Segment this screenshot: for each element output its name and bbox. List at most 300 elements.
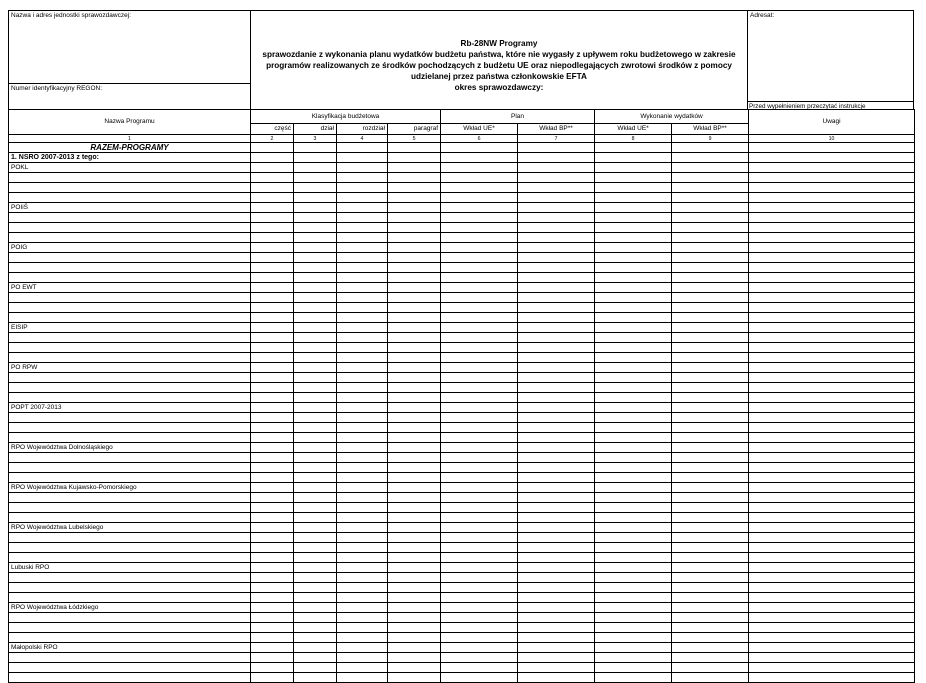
- input-cell[interactable]: [337, 603, 388, 613]
- input-cell[interactable]: [749, 483, 915, 493]
- input-cell[interactable]: [672, 473, 749, 483]
- input-cell[interactable]: [251, 173, 294, 183]
- input-cell[interactable]: [251, 613, 294, 623]
- input-cell[interactable]: [672, 603, 749, 613]
- input-cell[interactable]: [441, 253, 518, 263]
- input-cell[interactable]: [251, 573, 294, 583]
- input-cell[interactable]: [595, 153, 672, 163]
- input-cell[interactable]: [441, 583, 518, 593]
- input-cell[interactable]: [337, 473, 388, 483]
- input-cell[interactable]: [518, 143, 595, 153]
- input-cell[interactable]: [749, 463, 915, 473]
- input-cell[interactable]: [595, 653, 672, 663]
- input-cell[interactable]: [518, 303, 595, 313]
- input-cell[interactable]: [441, 353, 518, 363]
- input-cell[interactable]: [595, 313, 672, 323]
- input-cell[interactable]: [518, 283, 595, 293]
- input-cell[interactable]: [749, 553, 915, 563]
- input-cell[interactable]: [672, 513, 749, 523]
- input-cell[interactable]: [251, 643, 294, 653]
- input-cell[interactable]: [388, 313, 441, 323]
- input-cell[interactable]: [388, 183, 441, 193]
- input-cell[interactable]: [337, 633, 388, 643]
- input-cell[interactable]: [294, 473, 337, 483]
- input-cell[interactable]: [337, 263, 388, 273]
- input-cell[interactable]: [749, 603, 915, 613]
- input-cell[interactable]: [251, 213, 294, 223]
- input-cell[interactable]: [337, 493, 388, 503]
- input-cell[interactable]: [595, 423, 672, 433]
- input-cell[interactable]: [518, 673, 595, 683]
- input-cell[interactable]: [337, 153, 388, 163]
- input-cell[interactable]: [337, 173, 388, 183]
- input-cell[interactable]: [294, 613, 337, 623]
- input-cell[interactable]: [672, 323, 749, 333]
- input-cell[interactable]: [388, 233, 441, 243]
- input-cell[interactable]: [749, 513, 915, 523]
- input-cell[interactable]: [294, 383, 337, 393]
- input-cell[interactable]: [441, 643, 518, 653]
- input-cell[interactable]: [749, 413, 915, 423]
- input-cell[interactable]: [518, 263, 595, 273]
- input-cell[interactable]: [441, 653, 518, 663]
- input-cell[interactable]: [441, 523, 518, 533]
- input-cell[interactable]: [441, 263, 518, 273]
- input-cell[interactable]: [294, 363, 337, 373]
- input-cell[interactable]: [294, 373, 337, 383]
- input-cell[interactable]: [337, 543, 388, 553]
- input-cell[interactable]: [672, 163, 749, 173]
- input-cell[interactable]: [672, 673, 749, 683]
- input-cell[interactable]: [441, 373, 518, 383]
- input-cell[interactable]: [518, 173, 595, 183]
- input-cell[interactable]: [388, 633, 441, 643]
- input-cell[interactable]: [672, 223, 749, 233]
- input-cell[interactable]: [518, 223, 595, 233]
- input-cell[interactable]: [518, 343, 595, 353]
- input-cell[interactable]: [251, 163, 294, 173]
- input-cell[interactable]: [388, 653, 441, 663]
- input-cell[interactable]: [251, 593, 294, 603]
- input-cell[interactable]: [337, 443, 388, 453]
- input-cell[interactable]: [388, 323, 441, 333]
- input-cell[interactable]: [518, 383, 595, 393]
- input-cell[interactable]: [294, 553, 337, 563]
- input-cell[interactable]: [251, 363, 294, 373]
- input-cell[interactable]: [595, 453, 672, 463]
- input-cell[interactable]: [441, 243, 518, 253]
- input-cell[interactable]: [294, 333, 337, 343]
- input-cell[interactable]: [595, 143, 672, 153]
- input-cell[interactable]: [749, 623, 915, 633]
- input-cell[interactable]: [388, 333, 441, 343]
- input-cell[interactable]: [337, 643, 388, 653]
- input-cell[interactable]: [672, 563, 749, 573]
- input-cell[interactable]: [441, 183, 518, 193]
- input-cell[interactable]: [672, 193, 749, 203]
- input-cell[interactable]: [749, 473, 915, 483]
- input-cell[interactable]: [672, 623, 749, 633]
- input-cell[interactable]: [672, 573, 749, 583]
- input-cell[interactable]: [9, 453, 251, 463]
- input-cell[interactable]: [9, 653, 251, 663]
- input-cell[interactable]: [388, 243, 441, 253]
- input-cell[interactable]: [9, 423, 251, 433]
- input-cell[interactable]: [441, 573, 518, 583]
- input-cell[interactable]: [388, 163, 441, 173]
- input-cell[interactable]: [294, 433, 337, 443]
- input-cell[interactable]: [672, 543, 749, 553]
- input-cell[interactable]: [337, 573, 388, 583]
- input-cell[interactable]: [749, 423, 915, 433]
- input-cell[interactable]: [595, 533, 672, 543]
- input-cell[interactable]: [518, 443, 595, 453]
- input-cell[interactable]: [518, 393, 595, 403]
- input-cell[interactable]: [388, 613, 441, 623]
- input-cell[interactable]: [595, 393, 672, 403]
- input-cell[interactable]: [672, 333, 749, 343]
- input-cell[interactable]: [294, 663, 337, 673]
- input-cell[interactable]: [251, 493, 294, 503]
- input-cell[interactable]: [9, 373, 251, 383]
- input-cell[interactable]: [337, 253, 388, 263]
- input-cell[interactable]: [595, 463, 672, 473]
- input-cell[interactable]: [9, 533, 251, 543]
- input-cell[interactable]: [749, 193, 915, 203]
- input-cell[interactable]: [672, 503, 749, 513]
- input-cell[interactable]: [388, 673, 441, 683]
- input-cell[interactable]: [518, 483, 595, 493]
- input-cell[interactable]: [595, 373, 672, 383]
- input-cell[interactable]: [337, 223, 388, 233]
- input-cell[interactable]: [749, 393, 915, 403]
- input-cell[interactable]: [388, 373, 441, 383]
- input-cell[interactable]: [251, 193, 294, 203]
- input-cell[interactable]: [672, 383, 749, 393]
- input-cell[interactable]: [9, 263, 251, 273]
- input-cell[interactable]: [672, 653, 749, 663]
- input-cell[interactable]: [9, 553, 251, 563]
- input-cell[interactable]: [595, 273, 672, 283]
- input-cell[interactable]: [441, 483, 518, 493]
- input-cell[interactable]: [518, 503, 595, 513]
- input-cell[interactable]: [337, 563, 388, 573]
- input-cell[interactable]: [9, 613, 251, 623]
- input-cell[interactable]: [251, 443, 294, 453]
- input-cell[interactable]: [672, 213, 749, 223]
- input-cell[interactable]: [518, 653, 595, 663]
- input-cell[interactable]: [518, 203, 595, 213]
- input-cell[interactable]: [388, 543, 441, 553]
- input-cell[interactable]: [294, 153, 337, 163]
- input-cell[interactable]: [595, 643, 672, 653]
- input-cell[interactable]: [595, 583, 672, 593]
- input-cell[interactable]: [749, 573, 915, 583]
- input-cell[interactable]: [9, 253, 251, 263]
- input-cell[interactable]: [595, 403, 672, 413]
- input-cell[interactable]: [251, 473, 294, 483]
- input-cell[interactable]: [294, 493, 337, 503]
- input-cell[interactable]: [672, 413, 749, 423]
- input-cell[interactable]: [251, 673, 294, 683]
- input-cell[interactable]: [749, 563, 915, 573]
- input-cell[interactable]: [9, 183, 251, 193]
- input-cell[interactable]: [388, 143, 441, 153]
- input-cell[interactable]: [441, 463, 518, 473]
- input-cell[interactable]: [388, 263, 441, 273]
- input-cell[interactable]: [749, 203, 915, 213]
- input-cell[interactable]: [595, 603, 672, 613]
- input-cell[interactable]: [518, 463, 595, 473]
- input-cell[interactable]: [9, 623, 251, 633]
- input-cell[interactable]: [294, 543, 337, 553]
- input-cell[interactable]: [518, 333, 595, 343]
- input-cell[interactable]: [672, 523, 749, 533]
- input-cell[interactable]: [441, 663, 518, 673]
- input-cell[interactable]: [595, 673, 672, 683]
- input-cell[interactable]: [9, 193, 251, 203]
- input-cell[interactable]: [294, 323, 337, 333]
- input-cell[interactable]: [388, 293, 441, 303]
- input-cell[interactable]: [294, 453, 337, 463]
- input-cell[interactable]: [388, 283, 441, 293]
- input-cell[interactable]: [251, 663, 294, 673]
- input-cell[interactable]: [749, 333, 915, 343]
- input-cell[interactable]: [251, 533, 294, 543]
- input-cell[interactable]: [251, 293, 294, 303]
- input-cell[interactable]: [9, 303, 251, 313]
- input-cell[interactable]: [294, 303, 337, 313]
- input-cell[interactable]: [518, 413, 595, 423]
- input-cell[interactable]: [388, 643, 441, 653]
- input-cell[interactable]: [672, 483, 749, 493]
- input-cell[interactable]: [518, 553, 595, 563]
- input-cell[interactable]: [251, 373, 294, 383]
- input-cell[interactable]: [251, 253, 294, 263]
- input-cell[interactable]: [749, 503, 915, 513]
- input-cell[interactable]: [595, 333, 672, 343]
- input-cell[interactable]: [388, 173, 441, 183]
- input-cell[interactable]: [518, 543, 595, 553]
- input-cell[interactable]: [294, 503, 337, 513]
- input-cell[interactable]: [749, 363, 915, 373]
- input-cell[interactable]: [749, 453, 915, 463]
- input-cell[interactable]: [294, 413, 337, 423]
- input-cell[interactable]: [388, 193, 441, 203]
- input-cell[interactable]: [518, 313, 595, 323]
- input-cell[interactable]: [9, 673, 251, 683]
- input-cell[interactable]: [441, 593, 518, 603]
- input-cell[interactable]: [9, 393, 251, 403]
- input-cell[interactable]: [337, 623, 388, 633]
- input-cell[interactable]: [672, 263, 749, 273]
- input-cell[interactable]: [518, 633, 595, 643]
- input-cell[interactable]: [749, 313, 915, 323]
- input-cell[interactable]: [441, 213, 518, 223]
- input-cell[interactable]: [251, 453, 294, 463]
- input-cell[interactable]: [9, 293, 251, 303]
- input-cell[interactable]: [518, 493, 595, 503]
- input-cell[interactable]: [251, 203, 294, 213]
- input-cell[interactable]: [672, 533, 749, 543]
- input-cell[interactable]: [441, 633, 518, 643]
- input-cell[interactable]: [749, 613, 915, 623]
- input-cell[interactable]: [388, 433, 441, 443]
- input-cell[interactable]: [9, 343, 251, 353]
- input-cell[interactable]: [672, 453, 749, 463]
- input-cell[interactable]: [518, 323, 595, 333]
- input-cell[interactable]: [337, 183, 388, 193]
- input-cell[interactable]: [294, 463, 337, 473]
- input-cell[interactable]: [672, 643, 749, 653]
- input-cell[interactable]: [518, 363, 595, 373]
- input-cell[interactable]: [337, 323, 388, 333]
- input-cell[interactable]: [441, 503, 518, 513]
- input-cell[interactable]: [595, 523, 672, 533]
- input-cell[interactable]: [337, 453, 388, 463]
- input-cell[interactable]: [749, 433, 915, 443]
- input-cell[interactable]: [518, 183, 595, 193]
- input-cell[interactable]: [294, 513, 337, 523]
- input-cell[interactable]: [337, 283, 388, 293]
- input-cell[interactable]: [294, 143, 337, 153]
- input-cell[interactable]: [672, 343, 749, 353]
- input-cell[interactable]: [251, 283, 294, 293]
- input-cell[interactable]: [441, 283, 518, 293]
- input-cell[interactable]: [9, 383, 251, 393]
- input-cell[interactable]: [518, 473, 595, 483]
- input-cell[interactable]: [672, 273, 749, 283]
- input-cell[interactable]: [337, 613, 388, 623]
- input-cell[interactable]: [595, 543, 672, 553]
- input-cell[interactable]: [441, 403, 518, 413]
- input-cell[interactable]: [337, 673, 388, 683]
- input-cell[interactable]: [595, 593, 672, 603]
- input-cell[interactable]: [294, 563, 337, 573]
- input-cell[interactable]: [672, 233, 749, 243]
- input-cell[interactable]: [595, 383, 672, 393]
- input-cell[interactable]: [388, 203, 441, 213]
- input-cell[interactable]: [294, 193, 337, 203]
- input-cell[interactable]: [294, 203, 337, 213]
- input-cell[interactable]: [388, 453, 441, 463]
- input-cell[interactable]: [9, 333, 251, 343]
- input-cell[interactable]: [518, 163, 595, 173]
- input-cell[interactable]: [9, 473, 251, 483]
- input-cell[interactable]: [294, 163, 337, 173]
- input-cell[interactable]: [672, 303, 749, 313]
- input-cell[interactable]: [294, 353, 337, 363]
- input-cell[interactable]: [595, 613, 672, 623]
- input-cell[interactable]: [749, 263, 915, 273]
- input-cell[interactable]: [672, 493, 749, 503]
- input-cell[interactable]: [337, 423, 388, 433]
- input-cell[interactable]: [441, 173, 518, 183]
- input-cell[interactable]: [441, 613, 518, 623]
- input-cell[interactable]: [749, 183, 915, 193]
- input-cell[interactable]: [595, 443, 672, 453]
- input-cell[interactable]: [749, 223, 915, 233]
- input-cell[interactable]: [518, 583, 595, 593]
- input-cell[interactable]: [337, 363, 388, 373]
- input-cell[interactable]: [294, 293, 337, 303]
- input-cell[interactable]: [251, 523, 294, 533]
- input-cell[interactable]: [294, 623, 337, 633]
- input-cell[interactable]: [749, 653, 915, 663]
- input-cell[interactable]: [251, 143, 294, 153]
- input-cell[interactable]: [251, 543, 294, 553]
- input-cell[interactable]: [294, 273, 337, 283]
- input-cell[interactable]: [9, 313, 251, 323]
- input-cell[interactable]: [251, 423, 294, 433]
- input-cell[interactable]: [9, 543, 251, 553]
- input-cell[interactable]: [518, 663, 595, 673]
- input-cell[interactable]: [441, 623, 518, 633]
- input-cell[interactable]: [749, 353, 915, 363]
- input-cell[interactable]: [337, 433, 388, 443]
- input-cell[interactable]: [388, 223, 441, 233]
- input-cell[interactable]: [251, 633, 294, 643]
- input-cell[interactable]: [294, 243, 337, 253]
- input-cell[interactable]: [9, 493, 251, 503]
- input-cell[interactable]: [294, 423, 337, 433]
- input-cell[interactable]: [388, 393, 441, 403]
- input-cell[interactable]: [251, 623, 294, 633]
- input-cell[interactable]: [672, 173, 749, 183]
- input-cell[interactable]: [595, 353, 672, 363]
- input-cell[interactable]: [251, 383, 294, 393]
- input-cell[interactable]: [388, 483, 441, 493]
- input-cell[interactable]: [672, 663, 749, 673]
- input-cell[interactable]: [441, 453, 518, 463]
- input-cell[interactable]: [518, 403, 595, 413]
- input-cell[interactable]: [251, 483, 294, 493]
- input-cell[interactable]: [595, 493, 672, 503]
- input-cell[interactable]: [294, 263, 337, 273]
- input-cell[interactable]: [441, 563, 518, 573]
- input-cell[interactable]: [294, 583, 337, 593]
- input-cell[interactable]: [388, 463, 441, 473]
- input-cell[interactable]: [749, 383, 915, 393]
- input-cell[interactable]: [672, 393, 749, 403]
- input-cell[interactable]: [595, 243, 672, 253]
- input-cell[interactable]: [672, 243, 749, 253]
- input-cell[interactable]: [9, 663, 251, 673]
- input-cell[interactable]: [251, 233, 294, 243]
- input-cell[interactable]: [9, 513, 251, 523]
- input-cell[interactable]: [595, 223, 672, 233]
- input-cell[interactable]: [251, 313, 294, 323]
- input-cell[interactable]: [337, 293, 388, 303]
- input-cell[interactable]: [337, 143, 388, 153]
- input-cell[interactable]: [251, 653, 294, 663]
- input-cell[interactable]: [749, 243, 915, 253]
- input-cell[interactable]: [672, 253, 749, 263]
- input-cell[interactable]: [294, 213, 337, 223]
- input-cell[interactable]: [337, 503, 388, 513]
- input-cell[interactable]: [337, 303, 388, 313]
- input-cell[interactable]: [518, 523, 595, 533]
- input-cell[interactable]: [388, 503, 441, 513]
- input-cell[interactable]: [251, 463, 294, 473]
- input-cell[interactable]: [337, 413, 388, 423]
- input-cell[interactable]: [672, 593, 749, 603]
- input-cell[interactable]: [9, 583, 251, 593]
- input-cell[interactable]: [749, 163, 915, 173]
- input-cell[interactable]: [294, 223, 337, 233]
- input-cell[interactable]: [518, 253, 595, 263]
- input-cell[interactable]: [749, 173, 915, 183]
